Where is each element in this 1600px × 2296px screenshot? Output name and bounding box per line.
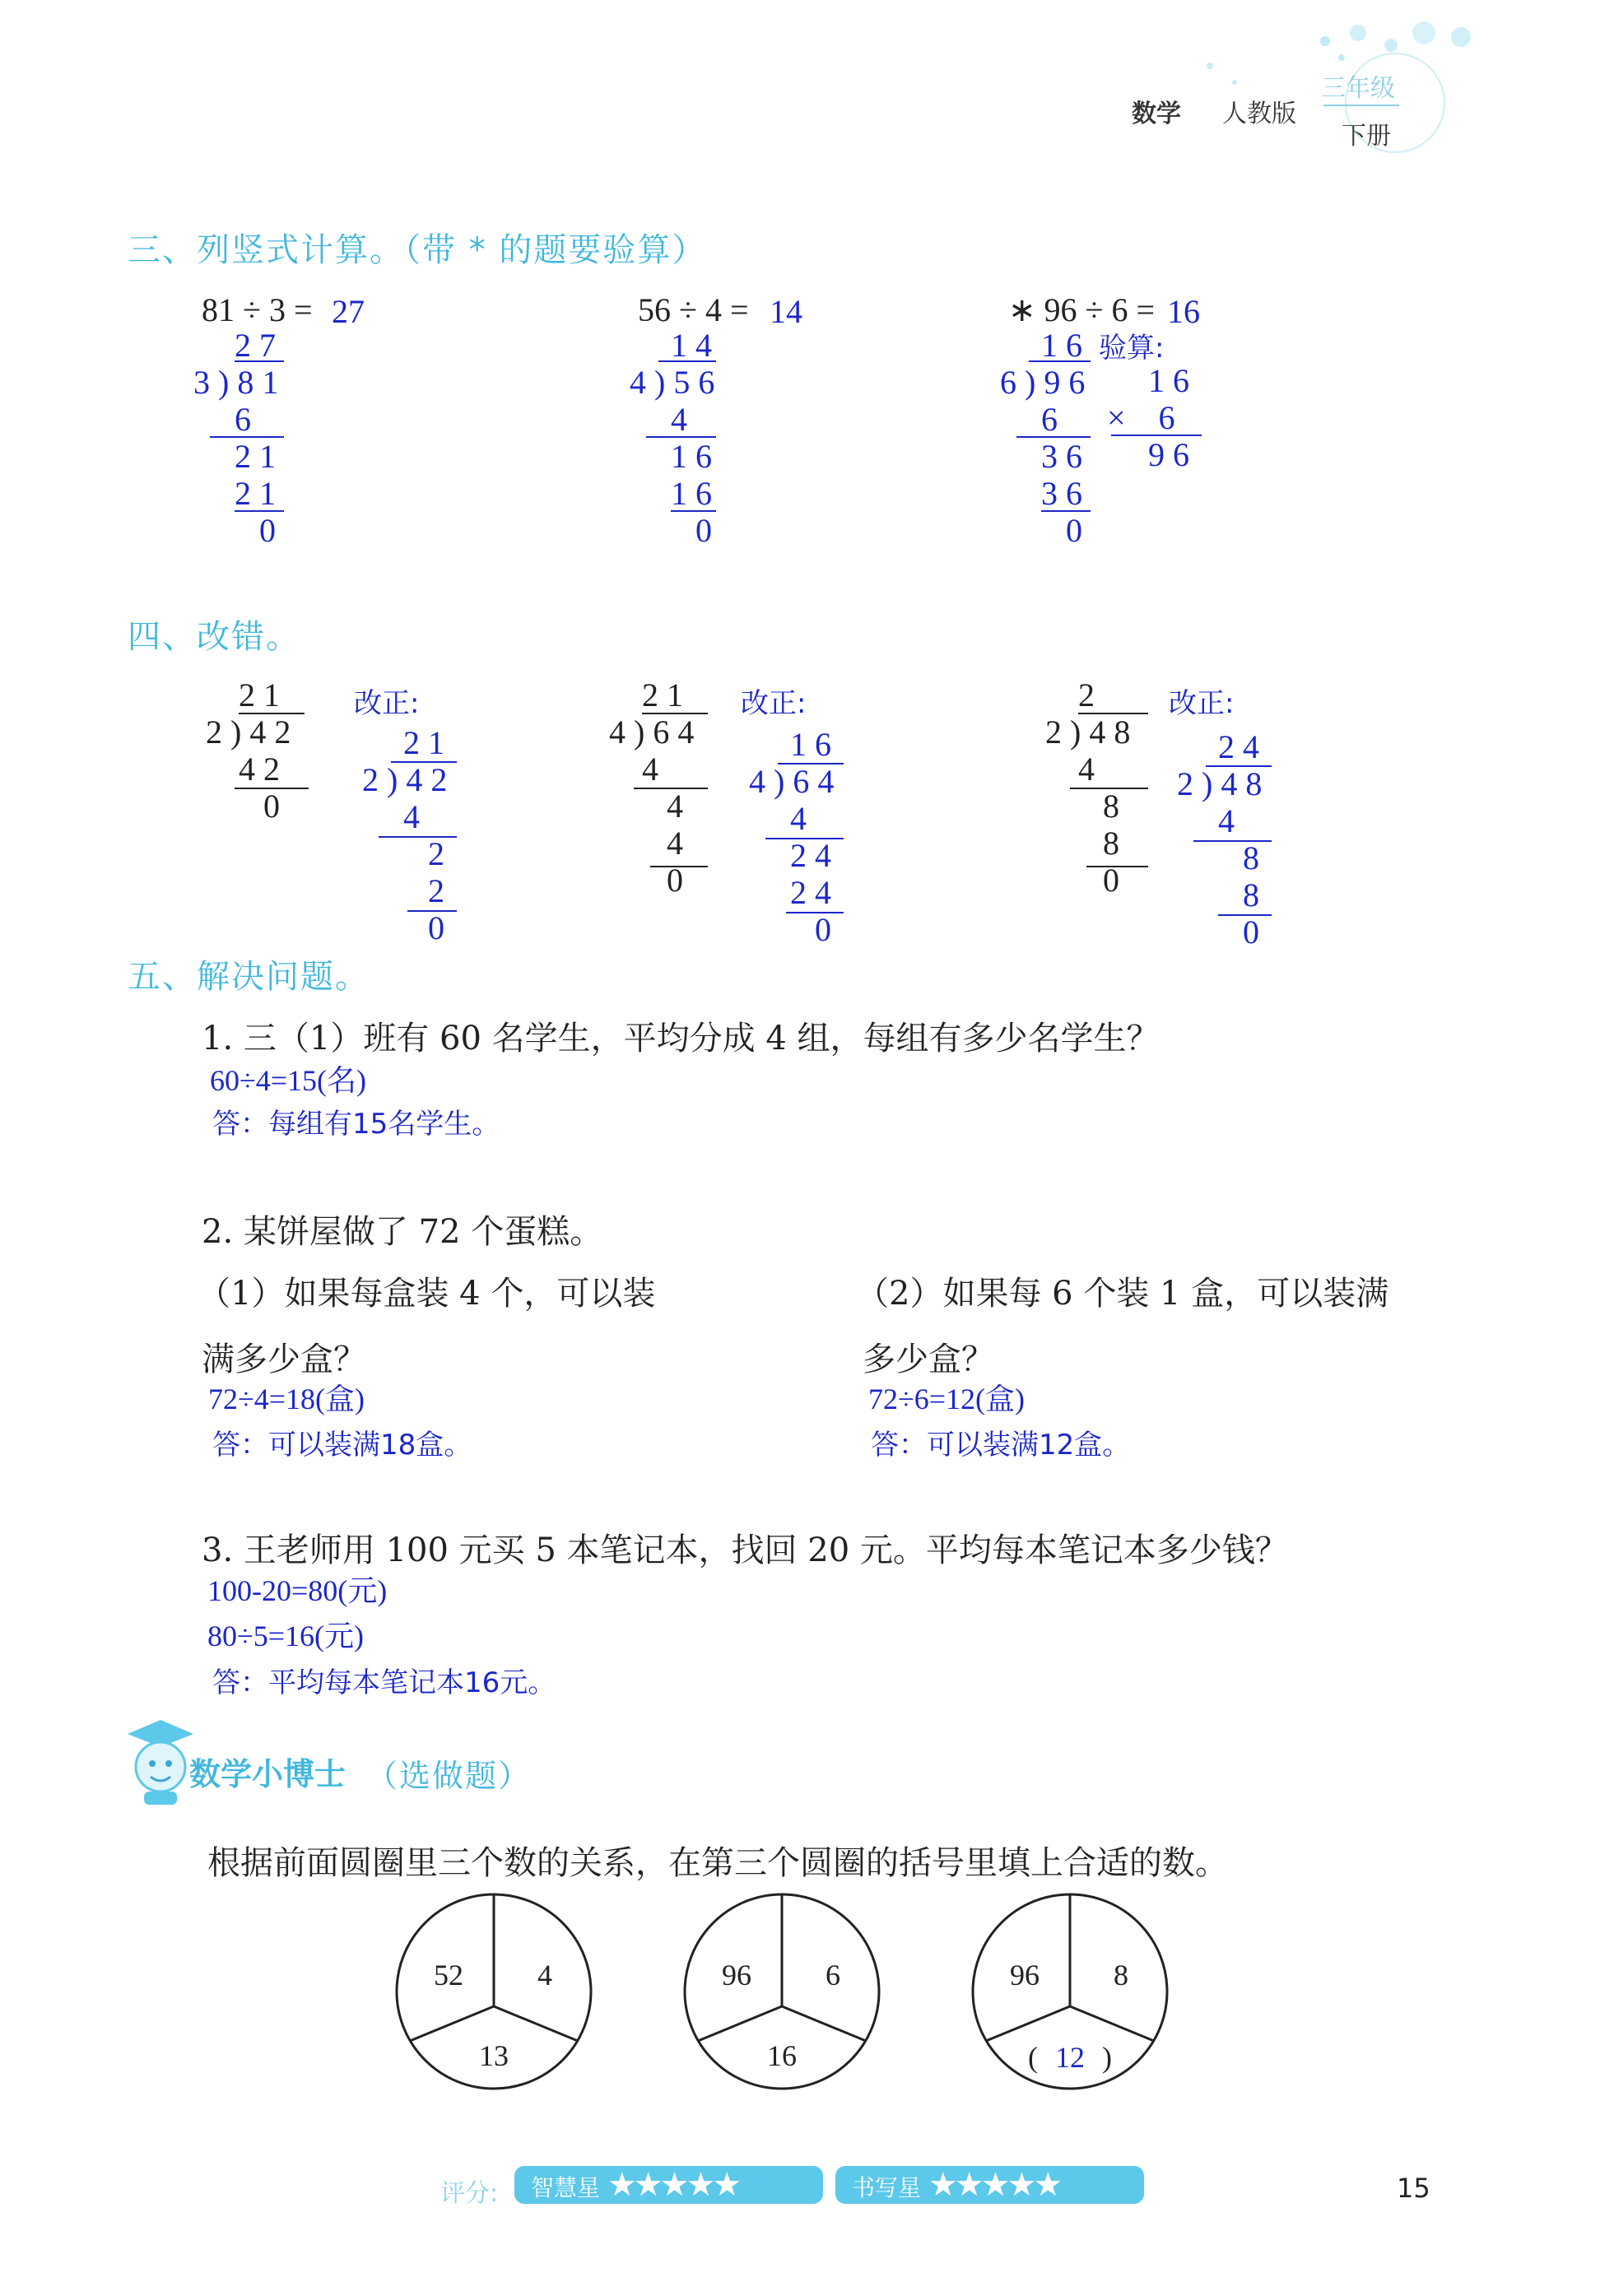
error2-printed-division: 2 1 4 ) 6 4 4 4 4 0	[609, 676, 695, 899]
error2-correction-line2	[786, 912, 844, 913]
problem3-question: ∗ 96 ÷ 6 =	[1008, 291, 1156, 328]
error1-correction-line1	[379, 836, 457, 838]
problem2-long-division: 1 4 4 ) 5 6 4 1 6 1 6 0	[630, 327, 715, 549]
page-number: 15	[1397, 2173, 1430, 2204]
error2-correction-label: 改正:	[741, 687, 807, 720]
header-decoration	[1045, 16, 1473, 156]
header-grade: 三年级	[1321, 74, 1395, 103]
footer-badge-writing-label: 书写星	[852, 2174, 922, 2201]
error2-line2	[650, 866, 708, 867]
error1-correction-bracket	[391, 761, 457, 763]
error2-correction: 1 6 4 ) 6 4 4 2 4 2 4 0	[749, 726, 835, 948]
problem1-line1	[210, 436, 284, 438]
q2-part1-line2: 满多少盒？	[202, 1341, 366, 1378]
problem3-bracket	[1029, 360, 1091, 362]
error1-correction-line2	[407, 910, 457, 912]
problem1-bracket	[235, 360, 284, 362]
q2-part2-work: 72÷6=12(盒)	[868, 1383, 1026, 1415]
problem2-bracket	[658, 360, 716, 362]
header-edition: 人教版	[1222, 100, 1296, 128]
error3-bracket	[1078, 713, 1148, 714]
q2-part1-answer: 答：可以装满18盒。	[212, 1429, 472, 1462]
problem3-line1	[1016, 436, 1091, 438]
error1-correction: 2 1 2 ) 4 2 4 2 2 0	[362, 724, 448, 946]
doctor-mascot-icon	[123, 1716, 198, 1806]
doctor-title: 数学小博士	[189, 1756, 347, 1792]
problem2-line1	[646, 436, 716, 438]
error2-correction-line1	[765, 838, 844, 839]
q2-part2-answer: 答：可以装满12盒。	[871, 1429, 1131, 1462]
footer-badge-wisdom	[514, 2166, 823, 2204]
problem2-answer: 14	[770, 293, 802, 330]
section3-title: 三、列竖式计算。（带 * 的题要验算）	[128, 231, 707, 269]
header-divider	[1323, 105, 1399, 106]
q2-text: 2. 某饼屋做了 72 个蛋糕。	[202, 1213, 603, 1251]
error3-correction-label: 改正:	[1169, 687, 1235, 720]
section4-title: 四、改错。	[128, 618, 300, 656]
error1-correction-label: 改正:	[354, 687, 420, 720]
circle-1	[397, 1894, 591, 2089]
problem1-answer: 27	[332, 293, 365, 330]
q1-answer: 答：每组有15名学生。	[212, 1108, 500, 1141]
problem2-line2	[671, 510, 716, 512]
q2-part1-work: 72÷4=18(盒)	[208, 1383, 365, 1415]
problem3-long-division: 1 6 6 ) 9 6 6 3 6 3 6 0	[1000, 327, 1086, 549]
doctor-optional: （选做题）	[366, 1758, 532, 1794]
error3-correction-line2	[1218, 914, 1272, 916]
circle-3	[973, 1894, 1167, 2089]
header-subject: 数学	[1132, 100, 1181, 128]
footer-wisdom-stars-icon: ★★★★★	[607, 2166, 739, 2204]
q2-part2-line2: 多少盒？	[863, 1341, 994, 1378]
circle-1-b: 4	[537, 1959, 552, 1992]
number-circles	[387, 1893, 1193, 2098]
error2-correction-bracket	[778, 763, 844, 765]
error3-line1	[1070, 788, 1148, 789]
problem3-answer: 16	[1167, 293, 1200, 330]
error1-printed-division: 2 1 2 ) 4 2 4 2 0	[206, 676, 291, 825]
footer-badge-wisdom-label: 智慧星	[531, 2174, 601, 2201]
circle-1-c: 13	[479, 2039, 509, 2072]
footer-score-label: 评分:	[440, 2179, 499, 2208]
section5-title: 五、解决问题。	[128, 958, 370, 996]
error3-correction: 2 4 2 ) 4 8 4 8 8 0	[1177, 728, 1263, 950]
circle-2	[685, 1894, 879, 2089]
circle-1-a: 52	[434, 1959, 463, 1992]
problem1-long-division: 2 7 3 ) 8 1 6 2 1 2 1 0	[193, 327, 279, 549]
error2-line1	[634, 788, 708, 789]
q2-part1-line1: （1）如果每盒装 4 个，可以装	[198, 1275, 656, 1313]
error3-correction-line1	[1193, 840, 1272, 842]
circle-2-a: 96	[722, 1959, 751, 1992]
problem3-line2	[1041, 510, 1091, 512]
q3-work2: 80÷5=16(元)	[207, 1620, 365, 1652]
check-line	[1111, 435, 1202, 436]
q3-text: 3. 王老师用 100 元买 5 本笔记本，找回 20 元。平均每本笔记本多少钱？	[202, 1531, 1288, 1569]
error1-bracket	[239, 713, 305, 714]
circle-3-b: 8	[1114, 1959, 1128, 1992]
footer-writing-stars-icon: ★★★★★	[928, 2166, 1060, 2204]
header-volume: 下册	[1342, 122, 1391, 151]
q1-work: 60÷4=15(名)	[210, 1064, 367, 1097]
check-label: 验算:	[1099, 332, 1165, 365]
circle-3-paren-left: (	[1028, 2041, 1038, 2074]
problem1-question: 81 ÷ 3 =	[202, 291, 313, 328]
q2-part2-line1: （2）如果每 6 个装 1 盒，可以装满	[856, 1275, 1389, 1313]
problem2-question: 56 ÷ 4 =	[638, 291, 749, 328]
q3-answer: 答：平均每本笔记本16元。	[212, 1666, 556, 1699]
q1-text: 1. 三（1）班有 60 名学生，平均分成 4 组，每组有多少名学生？	[202, 1020, 1160, 1057]
q3-work1: 100-20=80(元)	[207, 1574, 388, 1607]
circle-3-c: 12	[1055, 2041, 1085, 2074]
circle-3-a: 96	[1010, 1959, 1040, 1992]
circle-3-paren-right: )	[1102, 2041, 1112, 2074]
error1-line	[235, 788, 309, 789]
circle-2-c: 16	[767, 2039, 797, 2072]
error2-bracket	[642, 713, 708, 714]
error3-printed-division: 2 2 ) 4 8 4 8 8 0	[1045, 676, 1131, 899]
error3-correction-bracket	[1206, 765, 1272, 767]
check-multiplication: 1 6 × 6 9 6	[1107, 362, 1189, 473]
circle-2-b: 6	[826, 1959, 840, 1992]
footer-badge-writing	[835, 2166, 1144, 2204]
error3-line2	[1086, 866, 1148, 867]
problem1-line2	[235, 510, 284, 512]
doctor-instruction: 根据前面圆圈里三个数的关系，在第三个圆圈的括号里填上合适的数。	[207, 1844, 1228, 1882]
